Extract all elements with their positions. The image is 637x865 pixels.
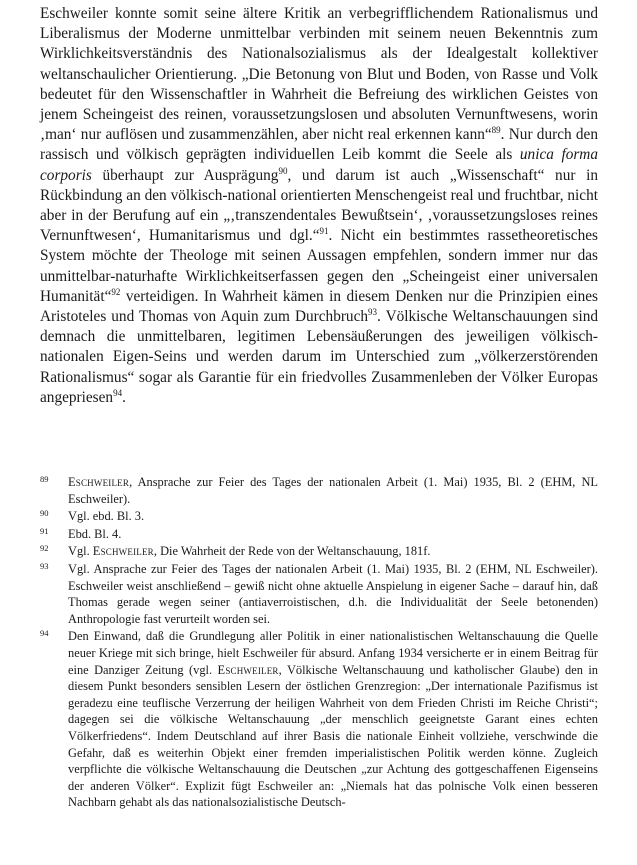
footnote-91 bbox=[40, 526, 598, 543]
text-run: , Die Wahrheit der Rede von der Weltanschauung, 181f. bbox=[153, 544, 431, 559]
footnote-text bbox=[68, 561, 598, 627]
footnote-number: 89 bbox=[40, 474, 49, 484]
text-run: . bbox=[122, 388, 126, 406]
footnote-94 bbox=[40, 628, 598, 811]
text-run: Den Einwand, daß die Grundlegung aller Politik in einer nationalistischen Weltanschauung die Quelle neuer Kriege mit sich bringe, hielt Eschweiler für absurd. Anfang 1934 versicherte er in einem Beitrag für eine Danziger Zeitung (vgl. bbox=[68, 629, 598, 677]
footnote-92 bbox=[40, 543, 598, 560]
footnote-text bbox=[68, 526, 598, 543]
footnote-text bbox=[68, 543, 598, 560]
text-run: , Ansprache zur Feier des Tages der nationalen Arbeit (1. Mai) 1935, Bl. 2 (EHM, NL Eschweiler). bbox=[68, 475, 598, 506]
text-run: Vgl. Ansprache zur Feier des Tages der nationalen Arbeit (1. Mai) 1935, Bl. 2 (EHM, NL Eschweiler). Eschweiler weist anschließend – gewiß nicht ohne aktuelle Anspielung in eigener Sache – darauf hin, daß Thomas gerade wegen seiner (antiaverroistischen, d.h. die Individualität der Seele betonenden) Anthropologie fast verurteilt worden sei. bbox=[68, 561, 598, 626]
footnote-ref: 91 bbox=[319, 226, 329, 237]
body-paragraph bbox=[40, 4, 598, 408]
footnotes bbox=[40, 474, 598, 812]
author-name: Eschweiler bbox=[92, 544, 154, 559]
footnote-ref: 92 bbox=[111, 286, 121, 297]
footnote-number: 91 bbox=[40, 525, 49, 536]
footnote-89 bbox=[40, 474, 598, 507]
footnote-text bbox=[68, 508, 598, 525]
italic-phrase: unica forma corporis bbox=[40, 146, 598, 184]
text-run: Vgl. ebd. Bl. 3. bbox=[68, 509, 145, 524]
main-text bbox=[40, 4, 598, 408]
text-run: Vgl. bbox=[68, 544, 93, 559]
text-run: , Völkische Weltanschauung und katholischer Glaube) den in diesem Punkt besonders sensiblen Lesern der östlichen Grenzregion: „Der internationale Pazifismus ist geradezu eine teuflische Verzerrung der heiligen Wahrheit von dem Frieden Christi im Reiche Christi“; dagegen sei die völkische Weltanschauung „der menschlich geeignetste Garant eines echten Völkerfriedens“. Indem Deutschland auf ihrer Basis die nationale Einheit vollziehe, verschwinde die Gefahr, daß es weiterhin Objekt einer fremden imperialistischen Politik werden könne. Zugleich verpflichte die völkische Weltanschauung die Deutschen „zur Achtung des gottgeschaffenen Eigenseins der anderen Völker“. Explizit fügt Eschweiler an: „Niemals hat das polnische Volk einen besseren Nachbarn gehabt als das nationalsozialistische Deutsch- bbox=[68, 662, 598, 810]
text-run: . Nicht ein bestimmtes rassetheoretisches System möchte der Theologe mit seinen Aussagen empfehlen, sondern immer nur das unmittelbar-naturhafte Wirklichkeitserfassen gegen den „Scheingeist einer universalen Humanität“ bbox=[40, 227, 598, 305]
text-run: überhaupt zur Ausprägung bbox=[91, 166, 279, 184]
footnote-ref: 90 bbox=[278, 165, 288, 176]
footnote-text bbox=[68, 474, 598, 507]
footnote-number: 90 bbox=[40, 508, 49, 519]
author-name: Eschweiler bbox=[68, 475, 130, 489]
footnote-number: 94 bbox=[40, 628, 49, 639]
footnote-text bbox=[68, 628, 598, 811]
footnote-ref: 94 bbox=[113, 387, 123, 398]
author-name: Eschweiler bbox=[217, 662, 279, 677]
footnote-93 bbox=[40, 561, 598, 627]
footnote-ref: 89 bbox=[491, 125, 501, 136]
text-run: Eschweiler konnte somit seine ältere Kritik an verbegrifflichendem Rationalismus und Liberalismus der Moderne unmittelbar verbinden mit seinem neuen Bekenntnis zum Wirklichkeitsverständnis des Nationalsozialismus als der Idealgestalt kollektiver weltanschaulicher Orientierung. „Die Betonung von Blut und Boden, von Rasse und Volk bedeutet für den Wissenschaftler in Wahrheit die Befreiung des wirklichen Geistes von jenem Scheingeist des reinen, voraussetzungslosen und absoluten Vernunftwesens, worin ‚man‘ nur auflösen und zusammenzählen, aber nicht real erkennen kann“ bbox=[40, 5, 598, 144]
text-run: . Nur durch den rassisch und völkisch geprägten individuellen Leib kommt die Seele als bbox=[40, 126, 598, 164]
footnote-90 bbox=[40, 508, 598, 525]
text-run: . Völkische Weltanschauungen sind demnach die unmittelbaren, legitimen Lebensäußerungen des jeweiligen völkisch-nationalen Eigen-Seins und werden darum im Unterschied zum „völkerzerstörenden Rationalismus“ sogar als Garantie für ein friedvolles Zusammenleben der Völker Europas angepriesen bbox=[40, 308, 599, 406]
text-run: Ebd. Bl. 4. bbox=[68, 526, 122, 541]
text-run: verteidigen. In Wahrheit kämen in diesem Denken nur die Prinzipien eines Aristoteles und Thomas von Aquin zum Durchbruch bbox=[40, 287, 598, 326]
footnote-number: 93 bbox=[40, 560, 49, 571]
footnote-number: 92 bbox=[40, 543, 49, 554]
footnote-ref: 93 bbox=[368, 306, 378, 317]
text-run: , und darum ist auch „Wissenschaft“ nur in Rückbindung an den völkisch-national orientierten Menschengeist real und fruchtbar, nicht aber in der Berufung auf ein „‚transzendentales Bewußtsein‘, ‚voraussetzungsloses reines Vernunftwesen‘, Humanitarismus und dgl.“ bbox=[40, 166, 598, 245]
